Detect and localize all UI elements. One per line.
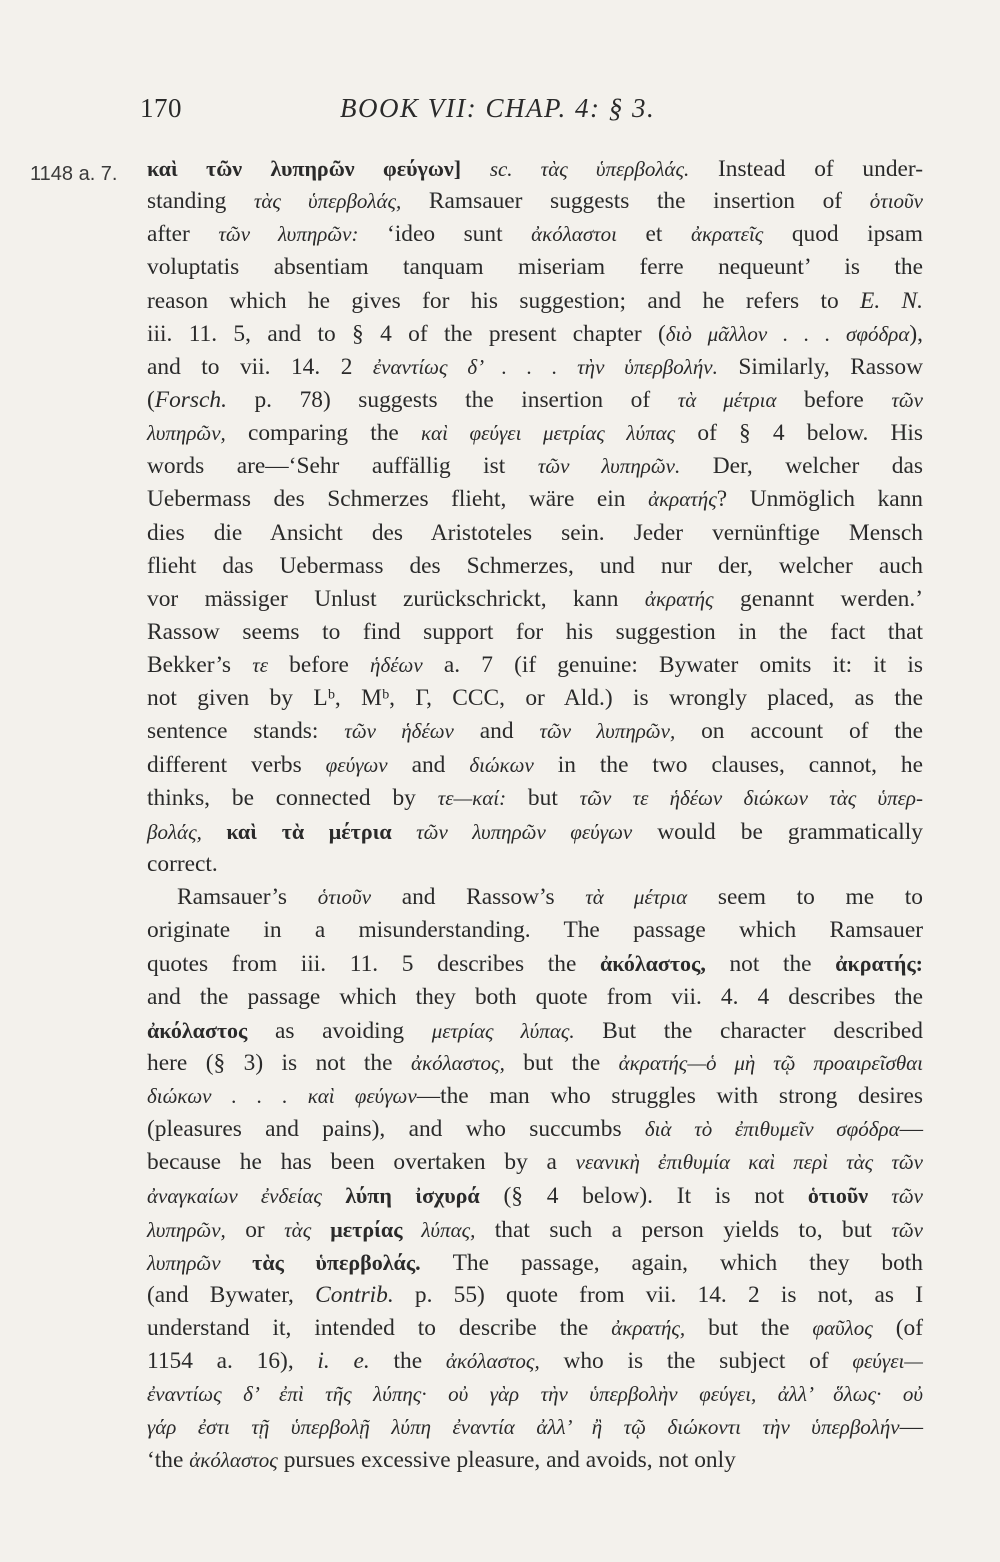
text-segment: originate in a misunderstanding. The passage which Ramsauer (147, 917, 923, 944)
text-line (147, 1179, 923, 1212)
greek-text: τῶν (868, 1184, 923, 1209)
greek-text: τῶν λυπηρῶν. (537, 454, 681, 479)
text-segment (461, 156, 490, 182)
text-segment: but the (504, 1049, 619, 1076)
greek-text: βολάς, (147, 819, 227, 844)
text-segment: et (617, 221, 691, 248)
text-segment: and to vii. 14. 2 (147, 353, 373, 380)
greek-text: ὁτιοῦν (807, 1183, 869, 1209)
text-segment: ), (909, 320, 923, 347)
italic-text: Forsch. (154, 386, 227, 413)
greek-text: τε (252, 653, 268, 678)
greek-text: τε—καί: (437, 785, 507, 810)
text-line (147, 1047, 923, 1080)
text-line (147, 1378, 923, 1411)
greek-text: ἀκόλαστος, (599, 951, 706, 977)
text-segment: pursues excessive pleasure, and avoids, not only (277, 1447, 736, 1474)
text-line (147, 1246, 923, 1279)
greek-text: λύπας, (402, 1217, 476, 1242)
text-segment: voluptatis absentiam tanquam miseriam ferre nequeunt’ is the (147, 254, 923, 281)
text-segment: quotes from iii. 11. 5 describes the (147, 951, 600, 978)
text-line (147, 1014, 923, 1047)
italic-text: i. e. (317, 1348, 370, 1375)
text-line (147, 1444, 923, 1477)
text-segment: and Rassow’s (371, 884, 586, 911)
text-segment: p. 55) quote from vii. 14. 2 is not, as I (393, 1281, 923, 1308)
greek-text: διώκων . . . καὶ φεύγων (147, 1083, 417, 1108)
page-header (140, 93, 940, 133)
greek-text: sc. τὰς ὑπερβολάς. (489, 157, 690, 181)
text-segment: that such a person yields to, but (475, 1216, 892, 1243)
margin-reference: 1148 a. 7. (30, 163, 118, 185)
text-line (147, 1345, 923, 1378)
text-segment: correct. (147, 850, 218, 877)
text-line (147, 351, 923, 384)
text-segment: ‘the (147, 1447, 190, 1474)
text-segment: Rassow seems to find support for his suggestion in the fact that (147, 618, 923, 645)
text-segment: The passage, again, which they both (420, 1249, 923, 1276)
greek-text: φεύγων (325, 752, 388, 777)
text-segment: Instead of under- (689, 156, 924, 182)
greek-text: ἡδέων (370, 653, 423, 678)
text-line (147, 682, 923, 715)
text-segment: and (387, 751, 470, 778)
greek-text: ὁτιοῦν (869, 189, 923, 214)
text-line (147, 550, 923, 583)
text-line (147, 218, 923, 251)
text-segment: on account of the (675, 718, 923, 745)
text-line (147, 583, 923, 616)
greek-text: μετρίας λύπας. (431, 1018, 575, 1043)
greek-text: γάρ ἐστι τῇ ὑπερβολῇ λύπη ἐναντία ἀλλ’ ἢ τῷ διώκοντι τὴν ὑπερβολήν (147, 1415, 900, 1440)
text-line (147, 417, 923, 450)
greek-text: ἀναγκαίων ἐνδείας (147, 1184, 322, 1209)
text-line (147, 1279, 923, 1312)
text-segment: but (506, 784, 580, 811)
text-line (147, 483, 923, 516)
text-line (147, 1213, 923, 1246)
text-line (147, 1146, 923, 1179)
text-line (147, 947, 923, 980)
text-segment: (§ 4 below). It is not (479, 1183, 808, 1210)
text-segment: —the man who struggles with strong desires (416, 1082, 923, 1109)
text-segment: flieht das Uebermass des Schmerzes, und nur der, welcher auch (147, 552, 923, 579)
text-line (147, 881, 923, 914)
text-segment: p. 78) suggests the insertion of (226, 386, 678, 413)
greek-text: φαῦλος (812, 1315, 873, 1340)
text-segment: (of (872, 1314, 923, 1341)
greek-text: ἀκόλαστος (147, 1017, 248, 1043)
text-segment: Bekker’s (147, 652, 253, 679)
text-line (147, 715, 923, 748)
text-segment: (and Bywater, (147, 1281, 316, 1308)
text-segment: comparing the (225, 420, 421, 447)
greek-text: ἀκρατής (644, 586, 714, 611)
text-segment: thinks, be connected by (147, 784, 438, 811)
greek-text: ἀκρατεῖς (690, 222, 764, 247)
greek-text: τῶν λυπηρῶν, (539, 719, 676, 744)
greek-text: ἀκόλαστος (189, 1448, 278, 1473)
text-segment: But the character described (574, 1017, 923, 1044)
text-segment: genannt werden.’ (713, 585, 923, 612)
text-segment: a. 7 (if genuine: Bywater omits it: it is (422, 652, 923, 679)
text-segment: Similarly, Rassow (717, 353, 923, 380)
greek-text: μετρίας (311, 1216, 403, 1242)
text-line (147, 749, 923, 782)
text-segment: dies die Ansicht des Aristoteles sein. Jeder vernünftige Mensch (147, 519, 923, 546)
text-line (147, 185, 923, 218)
greek-text: τῶν λυπηρῶν φεύγων (391, 819, 633, 844)
text-segment: and the passage which they both quote from vii. 4. 4 describes the (147, 983, 923, 1010)
text-segment: and (453, 718, 540, 745)
greek-text: φεύγει— (852, 1349, 923, 1374)
greek-text: καὶ τὰ μέτρια (226, 818, 392, 844)
text-segment: of § 4 below. His (675, 420, 923, 447)
text-line (147, 1312, 923, 1345)
text-segment: ‘ideo sunt (358, 221, 532, 248)
greek-text: τὰς ὑπερβολάς, (253, 189, 402, 214)
greek-text: ἀκόλαστος, (410, 1050, 505, 1075)
greek-text: διώκων (469, 752, 534, 777)
text-segment: standing (147, 188, 254, 215)
greek-text: τῶν τε ἡδέων διώκων τὰς ὑπερ- (579, 785, 923, 810)
text-segment: in the two clauses, cannot, he (533, 751, 924, 778)
text-segment: after (147, 221, 219, 248)
commentary-text (147, 152, 923, 1478)
text-line (147, 318, 923, 351)
text-segment: who is the subject of (539, 1348, 853, 1375)
text-segment: would be grammatically (632, 818, 924, 845)
text-segment: understand it, intended to describe the (147, 1314, 612, 1341)
text-segment: — (899, 1414, 923, 1441)
greek-text: λυπηρῶν, (147, 1217, 226, 1242)
greek-text: διὸ μᾶλλον . . . σφόδρα (665, 321, 910, 346)
text-line (147, 251, 923, 284)
greek-text: καὶ τῶν λυπηρῶν φεύγων] (147, 156, 462, 181)
text-segment: here (§ 3) is not the (147, 1049, 411, 1076)
text-segment: Uebermass des Schmerzes flieht, wäre ein (147, 486, 649, 513)
text-line (147, 152, 923, 185)
text-segment: iii. 11. 5, and to § 4 of the present chapter ( (147, 320, 666, 347)
text-line (147, 616, 923, 649)
text-segment: quod ipsam (763, 221, 923, 248)
text-segment: or (225, 1216, 285, 1243)
text-segment: reason which he gives for his suggestion; and he refers to (147, 287, 861, 314)
text-segment: Der, welcher das (680, 453, 923, 480)
page-number: 170 (140, 93, 182, 123)
text-segment: words are—‘Sehr auffällig ist (147, 453, 538, 480)
text-line (147, 981, 923, 1014)
greek-text: ὁτιοῦν (317, 885, 372, 910)
greek-text: καὶ φεύγει μετρίας λύπας (420, 421, 676, 446)
text-segment: not the (705, 951, 836, 978)
text-line (147, 914, 923, 947)
greek-text: τῶν (891, 1217, 924, 1242)
text-segment: Ramsauer’s (177, 884, 318, 911)
text-segment: Ramsauer suggests the insertion of (401, 188, 870, 215)
text-line (147, 285, 923, 318)
text-segment: not given by Lᵇ, Mᵇ, Γ, CCC, or Ald.) is wrongly placed, as the (147, 685, 923, 712)
text-line (147, 384, 923, 417)
greek-text: τῶν ἡδέων (344, 719, 454, 744)
text-segment: before (267, 652, 371, 679)
text-line (147, 1113, 923, 1146)
greek-text: τὰ μέτρια (585, 885, 688, 910)
greek-text: λύπη ἰσχυρά (321, 1183, 480, 1209)
greek-text: ἀκρατής—ὁ μὴ τῷ προαιρεῖσθαι (618, 1050, 924, 1075)
text-segment: seem to me to (687, 884, 923, 911)
greek-text: ἀκόλαστος, (445, 1349, 540, 1374)
text-line (147, 517, 923, 550)
running-title: BOOK VII: CHAP. 4: § 3. (340, 93, 656, 123)
text-line (147, 848, 923, 881)
text-line (147, 1411, 923, 1444)
greek-text: ἀκόλαστοι (531, 222, 618, 247)
greek-text: ἐναντίως δ’ . . . τὴν ὑπερβολήν. (372, 354, 718, 379)
text-segment: 1154 a. 16), (147, 1348, 318, 1375)
text-line (147, 815, 923, 848)
text-line (147, 1080, 923, 1113)
text-segment: ? Unmöglich kann (716, 486, 923, 513)
text-segment: ( (147, 386, 155, 413)
text-line (147, 649, 923, 682)
italic-text: E. N. (860, 287, 923, 314)
italic-text: Contrib. (315, 1281, 394, 1308)
text-segment: the (369, 1348, 446, 1375)
text-segment: because he has been overtaken by a (147, 1149, 576, 1176)
text-segment: — (899, 1116, 924, 1143)
text-segment: but the (685, 1314, 813, 1341)
text-segment: as avoiding (247, 1017, 432, 1044)
greek-text: διὰ τὸ ἐπιθυμεῖν σφόδρα (644, 1117, 900, 1142)
text-segment: vor mässiger Unlust zurückschrickt, kann (147, 585, 645, 612)
greek-text: τὰς ὑπερβολάς. (220, 1249, 421, 1275)
greek-text: λυπηρῶν, (147, 421, 226, 446)
greek-text: ἀκρατής: (835, 951, 923, 977)
greek-text: ἀκρατής (648, 487, 717, 512)
text-segment: sentence stands: (147, 718, 345, 745)
greek-text: τὰς (284, 1217, 312, 1242)
text-segment: different verbs (147, 751, 326, 778)
greek-text: ἐναντίως δ’ ἐπὶ τῆς λύπης· οὐ γὰρ τὴν ὑπερβολὴν φεύγει, ἀλλ’ ὅλως· οὐ (147, 1382, 923, 1407)
greek-text: νεανικὴ ἐπιθυμία καὶ περὶ τὰς τῶν (575, 1150, 924, 1175)
greek-text: τῶν λυπηρῶν: (218, 222, 359, 247)
text-segment: (pleasures and pains), and who succumbs (147, 1116, 645, 1143)
greek-text: λυπηρῶν (147, 1250, 221, 1275)
greek-text: ἀκρατής, (611, 1315, 686, 1340)
greek-text: τὰ μέτρια (677, 387, 777, 412)
text-line (147, 450, 923, 483)
greek-text: τῶν (891, 387, 923, 412)
text-line (147, 782, 923, 815)
text-segment: before (776, 386, 892, 413)
